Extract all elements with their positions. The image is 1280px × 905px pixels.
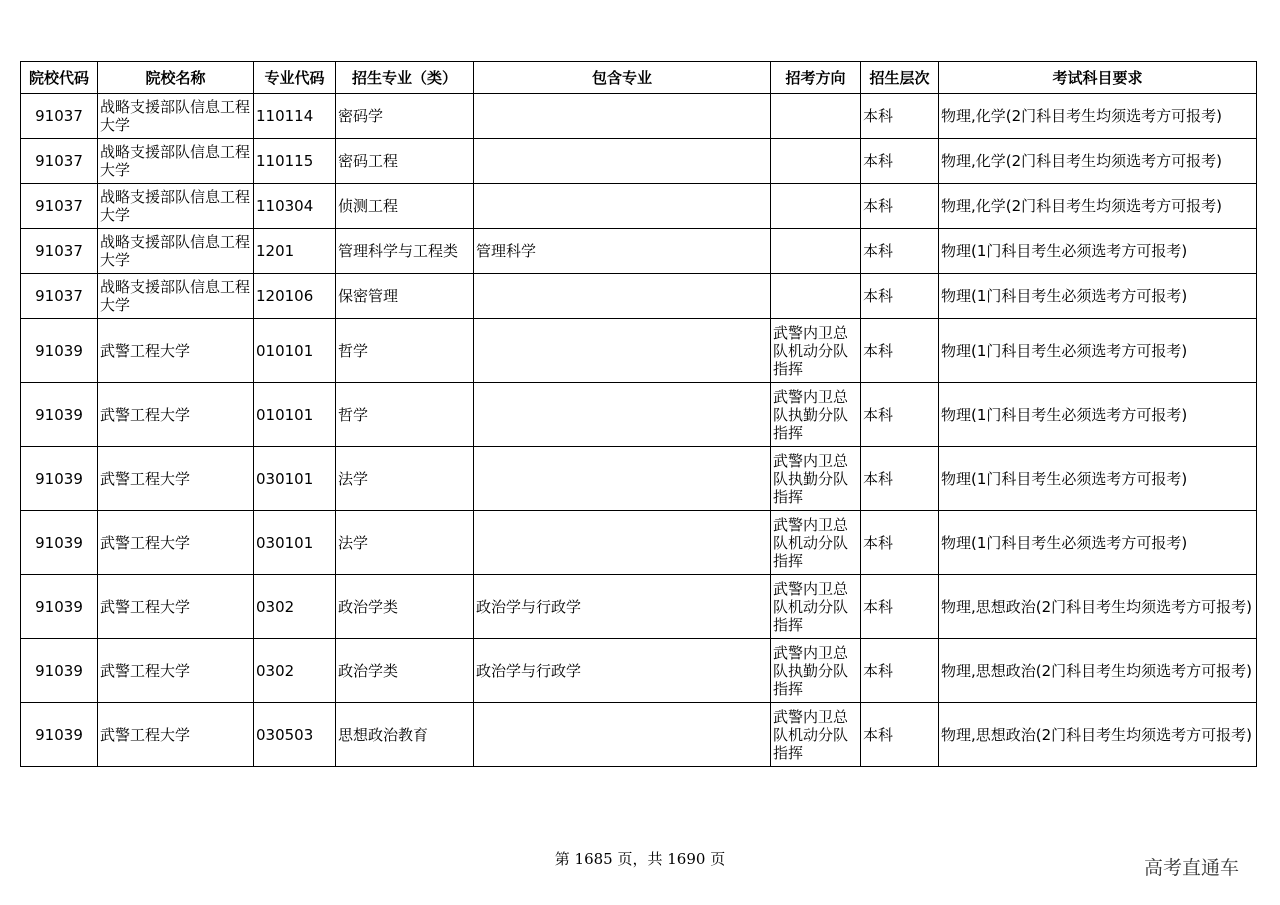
cell-school-code: 91039 bbox=[21, 703, 98, 767]
header-row bbox=[21, 62, 1257, 94]
cell-direction: 武警内卫总队执勤分队指挥 bbox=[771, 639, 861, 703]
cell-included-majors bbox=[474, 139, 771, 184]
cell-major: 侦测工程 bbox=[336, 184, 474, 229]
cell-major: 哲学 bbox=[336, 319, 474, 383]
cell-level: 本科 bbox=[861, 575, 939, 639]
watermark: 高考直通车 bbox=[1144, 857, 1240, 879]
cell-school-name: 武警工程大学 bbox=[98, 575, 254, 639]
cell-major: 密码工程 bbox=[336, 139, 474, 184]
cell-included-majors: 政治学与行政学 bbox=[474, 575, 771, 639]
table-row bbox=[21, 184, 1257, 229]
table-row bbox=[21, 639, 1257, 703]
cell-school-code: 91039 bbox=[21, 511, 98, 575]
cell-major-code: 1201 bbox=[254, 229, 336, 274]
cell-direction bbox=[771, 139, 861, 184]
cell-direction bbox=[771, 94, 861, 139]
cell-level: 本科 bbox=[861, 184, 939, 229]
table-row bbox=[21, 139, 1257, 184]
cell-school-code: 91039 bbox=[21, 575, 98, 639]
cell-school-code: 91037 bbox=[21, 274, 98, 319]
cell-direction bbox=[771, 184, 861, 229]
cell-subject-requirements: 物理,思想政治(2门科目考生均须选考方可报考) bbox=[939, 703, 1257, 767]
cell-included-majors bbox=[474, 94, 771, 139]
cell-subject-requirements: 物理,思想政治(2门科目考生均须选考方可报考) bbox=[939, 639, 1257, 703]
cell-school-code: 91039 bbox=[21, 319, 98, 383]
cell-major: 法学 bbox=[336, 447, 474, 511]
cell-subject-requirements: 物理(1门科目考生必须选考方可报考) bbox=[939, 229, 1257, 274]
cell-level: 本科 bbox=[861, 319, 939, 383]
cell-school-name: 武警工程大学 bbox=[98, 447, 254, 511]
cell-direction: 武警内卫总队执勤分队指挥 bbox=[771, 383, 861, 447]
table-row bbox=[21, 511, 1257, 575]
cell-included-majors: 政治学与行政学 bbox=[474, 639, 771, 703]
cell-major: 哲学 bbox=[336, 383, 474, 447]
cell-level: 本科 bbox=[861, 274, 939, 319]
page-number: 第 1685 页，共 1690 页 bbox=[554, 850, 726, 868]
cell-major-code: 110114 bbox=[254, 94, 336, 139]
table-row bbox=[21, 575, 1257, 639]
cell-included-majors bbox=[474, 319, 771, 383]
cell-school-name: 战略支援部队信息工程大学 bbox=[98, 229, 254, 274]
cell-level: 本科 bbox=[861, 447, 939, 511]
cell-subject-requirements: 物理(1门科目考生必须选考方可报考) bbox=[939, 319, 1257, 383]
cell-school-name: 战略支援部队信息工程大学 bbox=[98, 139, 254, 184]
cell-level: 本科 bbox=[861, 94, 939, 139]
cell-included-majors bbox=[474, 447, 771, 511]
cell-school-code: 91039 bbox=[21, 639, 98, 703]
cell-level: 本科 bbox=[861, 639, 939, 703]
cell-school-name: 武警工程大学 bbox=[98, 639, 254, 703]
cell-school-name: 武警工程大学 bbox=[98, 383, 254, 447]
cell-major-code: 110115 bbox=[254, 139, 336, 184]
cell-school-name: 武警工程大学 bbox=[98, 703, 254, 767]
cell-direction: 武警内卫总队机动分队指挥 bbox=[771, 703, 861, 767]
table-row bbox=[21, 229, 1257, 274]
table-body bbox=[21, 94, 1257, 767]
cell-direction: 武警内卫总队机动分队指挥 bbox=[771, 511, 861, 575]
table-row bbox=[21, 94, 1257, 139]
header-level: 招生层次 bbox=[861, 62, 939, 94]
cell-subject-requirements: 物理,化学(2门科目考生均须选考方可报考) bbox=[939, 94, 1257, 139]
cell-included-majors bbox=[474, 383, 771, 447]
header-school-name: 院校名称 bbox=[98, 62, 254, 94]
table-row bbox=[21, 383, 1257, 447]
cell-direction: 武警内卫总队机动分队指挥 bbox=[771, 319, 861, 383]
admissions-table bbox=[20, 61, 1257, 767]
cell-major-code: 120106 bbox=[254, 274, 336, 319]
cell-level: 本科 bbox=[861, 383, 939, 447]
cell-level: 本科 bbox=[861, 511, 939, 575]
cell-major-code: 0302 bbox=[254, 575, 336, 639]
cell-major: 密码学 bbox=[336, 94, 474, 139]
cell-level: 本科 bbox=[861, 229, 939, 274]
cell-major-code: 030101 bbox=[254, 447, 336, 511]
cell-school-code: 91037 bbox=[21, 229, 98, 274]
cell-subject-requirements: 物理,化学(2门科目考生均须选考方可报考) bbox=[939, 139, 1257, 184]
header-included-majors: 包含专业 bbox=[474, 62, 771, 94]
cell-school-code: 91037 bbox=[21, 94, 98, 139]
table-header bbox=[21, 62, 1257, 94]
cell-school-name: 战略支援部队信息工程大学 bbox=[98, 94, 254, 139]
cell-subject-requirements: 物理(1门科目考生必须选考方可报考) bbox=[939, 383, 1257, 447]
cell-major: 保密管理 bbox=[336, 274, 474, 319]
cell-school-name: 战略支援部队信息工程大学 bbox=[98, 184, 254, 229]
cell-major-code: 030101 bbox=[254, 511, 336, 575]
cell-school-code: 91037 bbox=[21, 139, 98, 184]
cell-school-name: 武警工程大学 bbox=[98, 511, 254, 575]
cell-level: 本科 bbox=[861, 139, 939, 184]
cell-included-majors: 管理科学 bbox=[474, 229, 771, 274]
cell-direction bbox=[771, 229, 861, 274]
cell-school-name: 武警工程大学 bbox=[98, 319, 254, 383]
table-row bbox=[21, 319, 1257, 383]
cell-direction: 武警内卫总队执勤分队指挥 bbox=[771, 447, 861, 511]
table-row bbox=[21, 274, 1257, 319]
cell-major: 管理科学与工程类 bbox=[336, 229, 474, 274]
cell-school-code: 91039 bbox=[21, 447, 98, 511]
cell-level: 本科 bbox=[861, 703, 939, 767]
cell-subject-requirements: 物理(1门科目考生必须选考方可报考) bbox=[939, 511, 1257, 575]
cell-major: 政治学类 bbox=[336, 575, 474, 639]
table-row bbox=[21, 447, 1257, 511]
cell-school-code: 91037 bbox=[21, 184, 98, 229]
cell-major: 政治学类 bbox=[336, 639, 474, 703]
cell-school-name: 战略支援部队信息工程大学 bbox=[98, 274, 254, 319]
header-direction: 招考方向 bbox=[771, 62, 861, 94]
cell-major-code: 0302 bbox=[254, 639, 336, 703]
cell-major-code: 110304 bbox=[254, 184, 336, 229]
cell-major-code: 030503 bbox=[254, 703, 336, 767]
cell-school-code: 91039 bbox=[21, 383, 98, 447]
cell-major-code: 010101 bbox=[254, 319, 336, 383]
cell-included-majors bbox=[474, 274, 771, 319]
header-school-code: 院校代码 bbox=[21, 62, 98, 94]
cell-subject-requirements: 物理,思想政治(2门科目考生均须选考方可报考) bbox=[939, 575, 1257, 639]
cell-subject-requirements: 物理(1门科目考生必须选考方可报考) bbox=[939, 274, 1257, 319]
cell-direction bbox=[771, 274, 861, 319]
cell-included-majors bbox=[474, 184, 771, 229]
cell-subject-requirements: 物理(1门科目考生必须选考方可报考) bbox=[939, 447, 1257, 511]
table-row bbox=[21, 703, 1257, 767]
header-major-code: 专业代码 bbox=[254, 62, 336, 94]
cell-major: 思想政治教育 bbox=[336, 703, 474, 767]
cell-included-majors bbox=[474, 511, 771, 575]
cell-subject-requirements: 物理,化学(2门科目考生均须选考方可报考) bbox=[939, 184, 1257, 229]
header-subject-requirements: 考试科目要求 bbox=[939, 62, 1257, 94]
cell-major: 法学 bbox=[336, 511, 474, 575]
header-major: 招生专业（类） bbox=[336, 62, 474, 94]
cell-included-majors bbox=[474, 703, 771, 767]
cell-direction: 武警内卫总队机动分队指挥 bbox=[771, 575, 861, 639]
cell-major-code: 010101 bbox=[254, 383, 336, 447]
